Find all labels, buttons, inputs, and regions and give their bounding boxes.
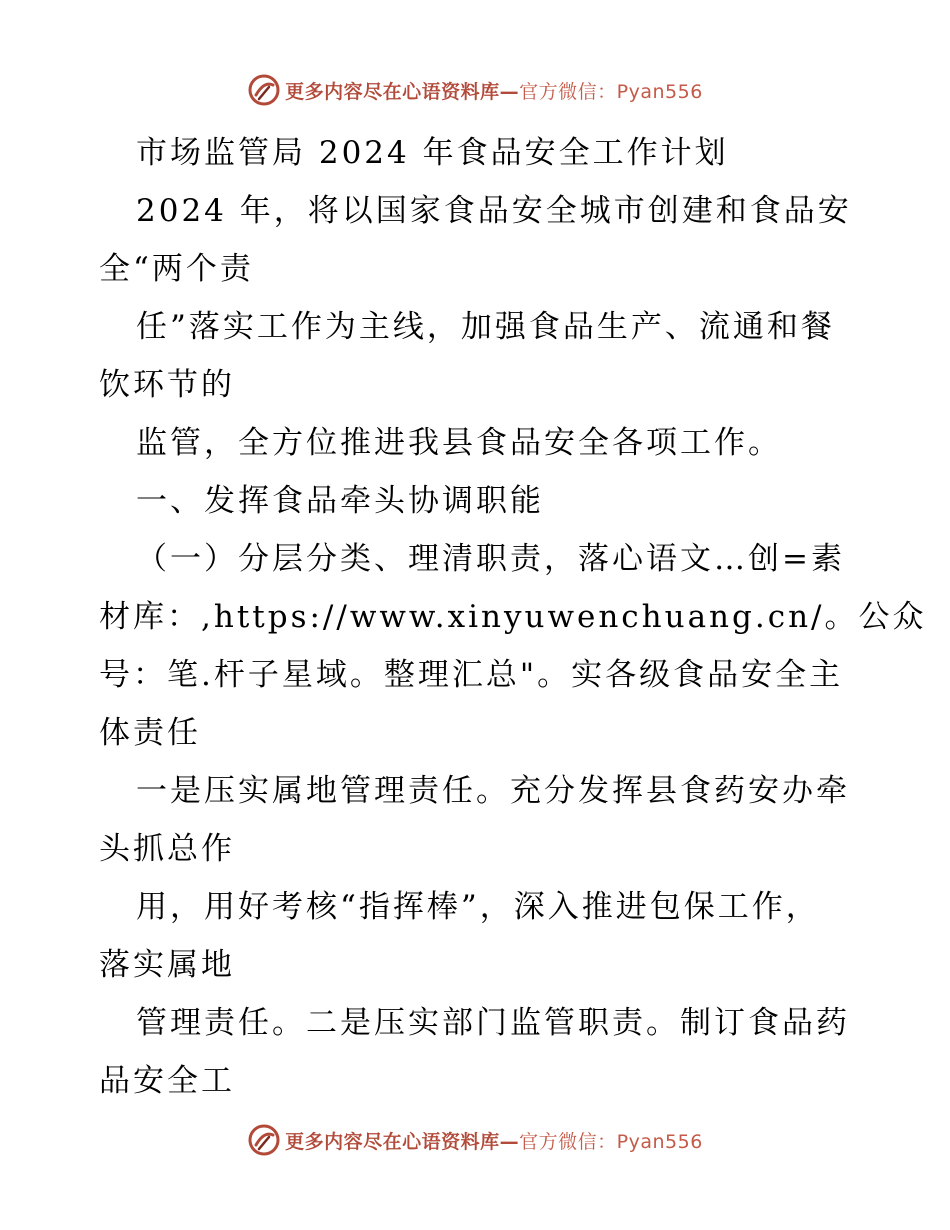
text-line: （一）分层分类、理清职责，落心语文…创=素 [136, 541, 845, 577]
text-line: 2024 年，将以国家食品安全城市创建和食品安 [136, 193, 852, 229]
watermark-footer [0, 1120, 950, 1160]
text-line: 饮环节的 [99, 367, 235, 403]
pen-swirl-logo-icon [247, 1123, 281, 1157]
text-line: 市场监管局 2024 年食品安全工作计划 [136, 135, 729, 171]
text-line: 监管，全方位推进我县食品安全各项工作。 [136, 425, 782, 461]
text-line: 材库：,https://www.xinyuwenchuang.cn/。公众 [99, 599, 927, 635]
watermark-separator: — [499, 1130, 520, 1153]
text-line: 体责任 [99, 715, 201, 751]
text-line: 管理责任。二是压实部门监管职责。制订食品药 [136, 1005, 850, 1041]
text-line: 号：笔.杆子星域。整理汇总"。实各级食品安全主 [99, 657, 844, 693]
text-line: 一是压实属地管理责任。充分发挥县食药安办牵 [136, 773, 850, 809]
document-body [99, 124, 927, 1110]
watermark-contact: 官方微信：Pyan556 [519, 80, 703, 103]
watermark-text [285, 1127, 703, 1154]
watermark-brand: 更多内容尽在心语资料库 [285, 80, 500, 103]
text-line: 一、发挥食品牵头协调职能 [136, 483, 544, 519]
watermark-contact: 官方微信：Pyan556 [519, 1130, 703, 1153]
watermark-text [285, 77, 703, 104]
text-line: 用，用好考核“指挥棒”，深入推进包保工作， [136, 889, 820, 925]
text-line: 全“两个责 [99, 251, 254, 287]
text-line: 任”落实工作为主线，加强食品生产、流通和餐 [136, 309, 835, 345]
pen-swirl-logo-icon [247, 73, 281, 107]
text-line: 落实属地 [99, 947, 235, 983]
text-line: 头抓总作 [99, 831, 235, 867]
watermark-header [0, 70, 950, 110]
text-line: 品安全工 [99, 1063, 235, 1099]
watermark-separator: — [499, 80, 520, 103]
watermark-brand: 更多内容尽在心语资料库 [285, 1130, 500, 1153]
